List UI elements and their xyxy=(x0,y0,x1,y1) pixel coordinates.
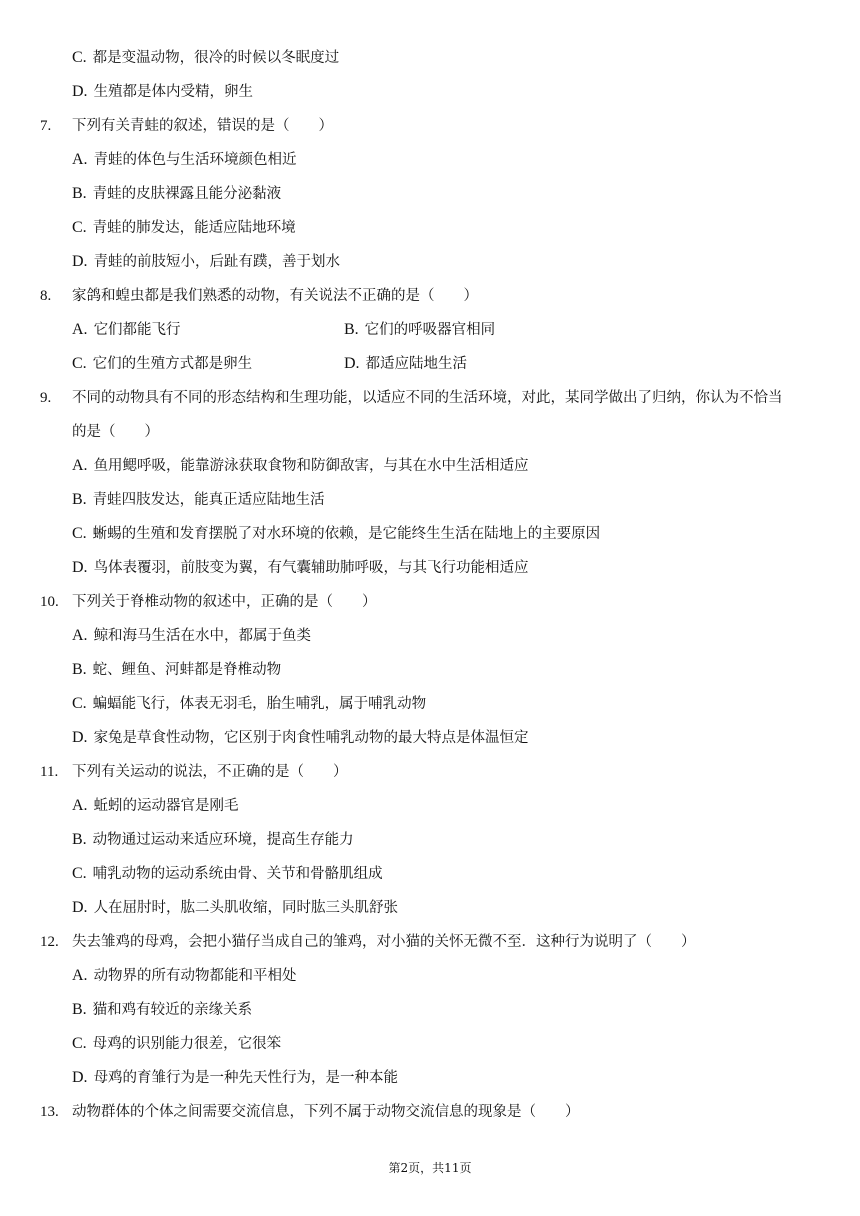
option-letter: B. xyxy=(72,1001,87,1018)
option-text: 青蛙的体色与生活环境颜色相近 xyxy=(93,152,297,168)
question-text: 家鸽和蝗虫都是我们熟悉的动物，有关说法不正确的是（ ） xyxy=(72,288,478,304)
option-letter: C. xyxy=(72,865,87,882)
option-d xyxy=(344,354,467,374)
option-c xyxy=(72,864,383,884)
option-letter: B. xyxy=(72,491,87,508)
option-letter: D. xyxy=(72,1069,88,1086)
option-a xyxy=(72,320,181,340)
option-letter: C. xyxy=(72,1035,87,1052)
option-b xyxy=(72,184,281,204)
option-letter: A. xyxy=(72,967,88,984)
question-text: 下列关于脊椎动物的叙述中，正确的是（ ） xyxy=(72,594,377,610)
page-footer: 第2页，共11页 xyxy=(388,1161,472,1175)
option-text: 猫和鸡有较近的亲缘关系 xyxy=(92,1002,253,1018)
option-b xyxy=(72,660,281,680)
option-text: 青蛙四肢发达，能真正适应陆地生活 xyxy=(92,492,325,508)
option-text: 它们都能飞行 xyxy=(93,322,181,338)
option-letter: A. xyxy=(72,797,88,814)
question-text-continued: 的是（ ） xyxy=(72,424,159,440)
option-letter: A. xyxy=(72,627,88,644)
option-text: 鲸和海马生活在水中，都属于鱼类 xyxy=(93,628,312,644)
option-a xyxy=(72,626,311,646)
option-text: 都是变温动物，很冷的时候以冬眠度过 xyxy=(92,50,340,66)
option-text: 鸟体表覆羽，前肢变为翼，有气囊辅助肺呼吸，与其飞行功能相适应 xyxy=(93,560,529,576)
option-letter: C. xyxy=(72,355,87,372)
option-a xyxy=(72,456,529,476)
option-a xyxy=(72,966,297,986)
question-number: 8. xyxy=(40,288,52,304)
option-text: 母鸡的育雏行为是一种先天性行为，是一种本能 xyxy=(93,1070,399,1086)
option-text: 青蛙的皮肤裸露且能分泌黏液 xyxy=(92,186,282,202)
option-letter: A. xyxy=(72,321,88,338)
question-text: 下列有关运动的说法，不正确的是（ ） xyxy=(72,764,348,780)
option-b xyxy=(72,830,354,850)
question-number: 7. xyxy=(40,118,52,134)
option-text: 青蛙的前肢短小，后趾有蹼，善于划水 xyxy=(93,254,341,270)
option-b xyxy=(72,490,325,510)
option-text: 生殖都是体内受精，卵生 xyxy=(93,84,254,100)
option-text: 青蛙的肺发达，能适应陆地环境 xyxy=(92,220,296,236)
option-d xyxy=(72,82,253,102)
option-b xyxy=(344,320,495,340)
option-text: 它们的生殖方式都是卵生 xyxy=(92,356,253,372)
option-letter: B. xyxy=(72,661,87,678)
option-letter: C. xyxy=(72,219,87,236)
question-text: 下列有关青蛙的叙述，错误的是（ ） xyxy=(72,118,333,134)
option-letter: C. xyxy=(72,49,87,66)
option-text: 蝙蝠能飞行，体表无羽毛，胎生哺乳，属于哺乳动物 xyxy=(92,696,427,712)
option-text: 蚯蚓的运动器官是刚毛 xyxy=(93,798,239,814)
option-letter: D. xyxy=(72,899,88,916)
option-letter: B. xyxy=(344,321,359,338)
option-c xyxy=(72,48,339,68)
option-letter: C. xyxy=(72,695,87,712)
option-letter: B. xyxy=(72,831,87,848)
option-letter: D. xyxy=(72,559,88,576)
option-c xyxy=(72,1034,281,1054)
option-text: 哺乳动物的运动系统由骨、关节和骨骼肌组成 xyxy=(92,866,383,882)
option-d xyxy=(72,252,340,272)
option-c xyxy=(72,694,426,714)
option-text: 蜥蜴的生殖和发育摆脱了对水环境的依赖，是它能终生生活在陆地上的主要原因 xyxy=(92,526,601,542)
option-d xyxy=(72,558,529,578)
option-a xyxy=(72,150,297,170)
option-text: 它们的呼吸器官相同 xyxy=(364,322,496,338)
question-number: 9. xyxy=(40,390,52,406)
option-a xyxy=(72,796,239,816)
question-number: 11. xyxy=(40,764,59,780)
option-text: 动物通过运动来适应环境，提高生存能力 xyxy=(92,832,354,848)
option-letter: B. xyxy=(72,185,87,202)
question-number: 12. xyxy=(40,934,59,950)
question-text: 动物群体的个体之间需要交流信息，下列不属于动物交流信息的现象是（ ） xyxy=(72,1104,580,1120)
option-letter: D. xyxy=(72,83,88,100)
option-text: 蛇、鲤鱼、河蚌都是脊椎动物 xyxy=(92,662,282,678)
option-text: 动物界的所有动物都能和平相处 xyxy=(93,968,297,984)
question-text: 失去雏鸡的母鸡，会把小猫仔当成自己的雏鸡，对小猫的关怀无微不至．这种行为说明了（ ） xyxy=(72,934,696,950)
question-number: 13. xyxy=(40,1104,59,1120)
option-letter: A. xyxy=(72,457,88,474)
option-c xyxy=(72,218,296,238)
option-c xyxy=(72,524,600,544)
question-text: 不同的动物具有不同的形态结构和生理功能，以适应不同的生活环境，对此，某同学做出了归纳，你认为不恰当 xyxy=(72,390,783,406)
option-text: 人在屈肘时，肱二头肌收缩，同时肱三头肌舒张 xyxy=(93,900,399,916)
option-b xyxy=(72,1000,252,1020)
option-text: 都适应陆地生活 xyxy=(365,356,468,372)
option-text: 家兔是草食性动物，它区别于肉食性哺乳动物的最大特点是体温恒定 xyxy=(93,730,529,746)
option-d xyxy=(72,898,398,918)
option-c xyxy=(72,354,252,374)
option-letter: C. xyxy=(72,525,87,542)
option-d xyxy=(72,728,529,748)
option-d xyxy=(72,1068,398,1088)
option-letter: D. xyxy=(344,355,360,372)
option-text: 鱼用鳃呼吸，能靠游泳获取食物和防御敌害，与其在水中生活相适应 xyxy=(93,458,529,474)
option-letter: D. xyxy=(72,253,88,270)
option-text: 母鸡的识别能力很差，它很笨 xyxy=(92,1036,282,1052)
question-number: 10. xyxy=(40,594,59,610)
option-letter: D. xyxy=(72,729,88,746)
option-letter: A. xyxy=(72,151,88,168)
